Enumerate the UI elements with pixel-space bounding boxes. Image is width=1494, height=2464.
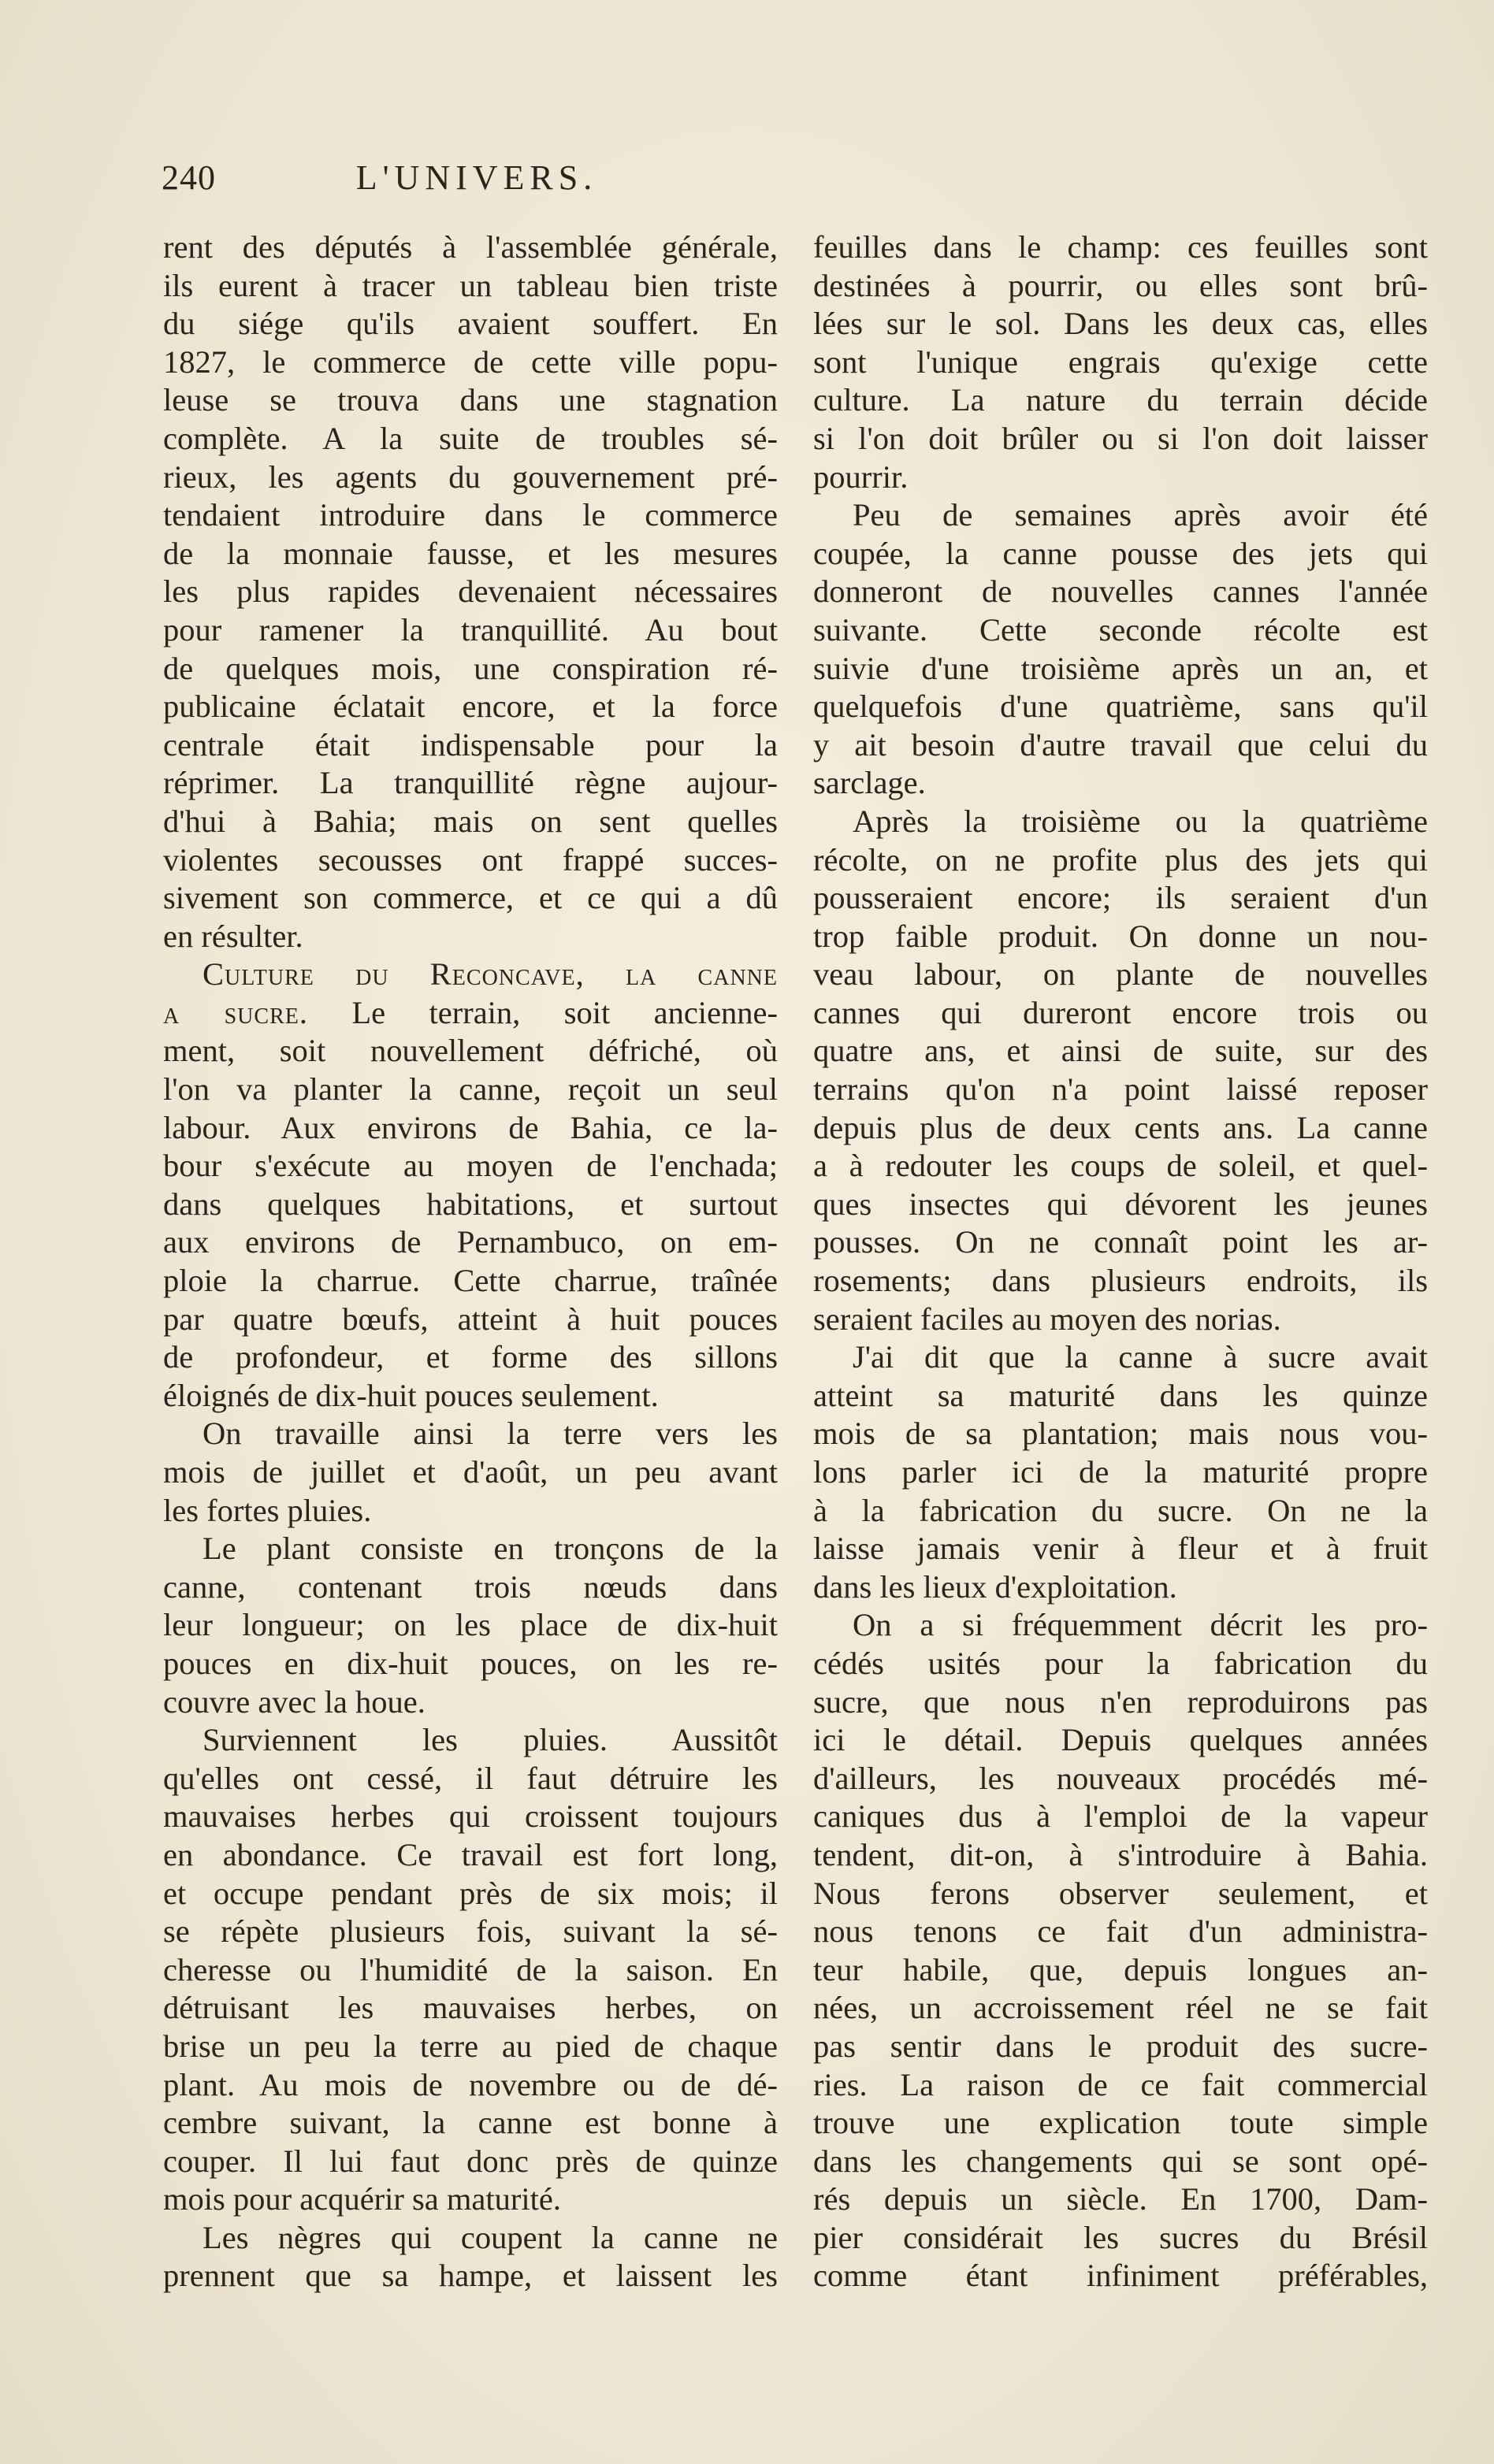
- text-line: violentes secousses ont frappé succes-: [163, 841, 778, 878]
- text-line: centrale était indispensable pour la: [163, 726, 778, 763]
- text-line: lons parler ici de la maturité propre: [813, 1454, 1428, 1490]
- text-line: trop faible produit. On donne un nou-: [813, 918, 1428, 954]
- text-line: si l'on doit brûler ou si l'on doit laisser: [813, 420, 1428, 456]
- text-line: récolte, on ne profite plus des jets qui: [813, 841, 1428, 878]
- text-line: à la fabrication du sucre. On ne la: [813, 1492, 1428, 1528]
- text-line: Nous ferons observer seulement, et: [813, 1875, 1428, 1911]
- text-line: labour. Aux environs de Bahia, ce la-: [163, 1109, 778, 1145]
- text-line: J'ai dit que la canne à sucre avait: [853, 1339, 1428, 1375]
- text-line: culture. La nature du terrain décide: [813, 382, 1428, 418]
- text-line: par quatre bœufs, atteint à huit pouces: [163, 1301, 778, 1337]
- section-heading-fragment: a sucre.: [163, 994, 308, 1030]
- text-line: sont l'unique engrais qu'exige cette: [813, 343, 1428, 380]
- text-line: pier considérait les sucres du Brésil: [813, 2219, 1428, 2255]
- text-line: aux environs de Pernambuco, on em-: [163, 1224, 778, 1260]
- text-line: Culture du Reconcave, la canne: [203, 956, 778, 993]
- text-line: ici le détail. Depuis quelques années: [813, 1722, 1428, 1758]
- left-column: [163, 228, 778, 2295]
- text-line: pousseraient encore; ils seraient d'un: [813, 880, 1428, 916]
- text-line: Le plant consiste en tronçons de la: [203, 1531, 778, 1567]
- text-line: l'on va planter la canne, reçoit un seul: [163, 1071, 778, 1108]
- text-line: coupée, la canne pousse des jets qui: [813, 535, 1428, 571]
- text-line: dans les changements qui se sont opé-: [813, 2143, 1428, 2179]
- text-line: rieux, les agents du gouvernement pré-: [163, 458, 778, 495]
- text-line: couvre avec la houe.: [163, 1683, 426, 1720]
- text-line: nées, un accroissement réel ne se fait: [813, 1990, 1428, 2026]
- text-line: canne, contenant trois nœuds dans: [163, 1568, 778, 1605]
- text-line: quelquefois d'une quatrième, sans qu'il: [813, 688, 1428, 725]
- text-line: rosements; dans plusieurs endroits, ils: [813, 1263, 1428, 1299]
- text-line: tendaient introduire dans le commerce: [163, 497, 778, 533]
- text-line: lées sur le sol. Dans les deux cas, elles: [813, 306, 1428, 342]
- text-line: Après la troisième ou la quatrième: [853, 803, 1428, 839]
- text-line: pour ramener la tranquillité. Au bout: [163, 611, 778, 648]
- text-line: pouces en dix-huit pouces, on les re-: [163, 1645, 778, 1681]
- text-line: On a si fréquemment décrit les pro-: [853, 1607, 1428, 1643]
- text-line: quatre ans, et ainsi de suite, sur des: [813, 1033, 1428, 1069]
- text-line: dans quelques habitations, et surtout: [163, 1186, 778, 1222]
- text-line: cheresse ou l'humidité de la saison. En: [163, 1951, 778, 1987]
- text-line: sivement son commerce, et ce qui a dû: [163, 880, 778, 916]
- text-line: complète. A la suite de troubles sé-: [163, 420, 778, 456]
- text-line: comme étant infiniment préférables,: [813, 2258, 1428, 2294]
- text-line: en abondance. Ce travail est fort long,: [163, 1836, 778, 1872]
- text-line: rés depuis un siècle. En 1700, Dam-: [813, 2181, 1428, 2217]
- text-line: rent des députés à l'assemblée générale,: [163, 229, 778, 265]
- text-line: terrains qu'on n'a point laissé reposer: [813, 1071, 1428, 1108]
- right-column: [813, 228, 1428, 2295]
- text-line: mois pour acquérir sa maturité.: [163, 2181, 561, 2217]
- text-line: teur habile, que, depuis longues an-: [813, 1951, 1428, 1987]
- text-line: pas sentir dans le produit des sucre-: [813, 2028, 1428, 2064]
- text-line: trouve une explication toute simple: [813, 2105, 1428, 2141]
- text-line: dans les lieux d'exploitation.: [813, 1568, 1177, 1605]
- text-line: se répète plusieurs fois, suivant la sé-: [163, 1913, 778, 1950]
- text-line: sucre, que nous n'en reproduirons pas: [813, 1683, 1428, 1720]
- text-line: Surviennent les pluies. Aussitôt: [203, 1722, 778, 1758]
- text-line: couper. Il lui faut donc près de quinze: [163, 2143, 778, 2179]
- text-line: On travaille ainsi la terre vers les: [203, 1416, 778, 1452]
- page-number: 240: [162, 158, 216, 197]
- text-line: caniques dus à l'emploi de la vapeur: [813, 1798, 1428, 1835]
- text-line: ils eurent à tracer un tableau bien triste: [163, 267, 778, 303]
- text-line: y ait besoin d'autre travail que celui du: [813, 726, 1428, 763]
- text-line: pousses. On ne connaît point les ar-: [813, 1224, 1428, 1260]
- text-line: laisse jamais venir à fleur et à fruit: [813, 1531, 1428, 1567]
- text-line: suivante. Cette seconde récolte est: [813, 611, 1428, 648]
- text-line: brise un peu la terre au pied de chaque: [163, 2028, 778, 2064]
- text-line: les plus rapides devenaient nécessaires: [163, 573, 778, 610]
- text-line: ries. La raison de ce fait commercial: [813, 2066, 1428, 2102]
- text-line: de la monnaie fausse, et les mesures: [163, 535, 778, 571]
- text-line: Peu de semaines après avoir été: [853, 497, 1428, 533]
- text-line: sarclage.: [813, 765, 926, 801]
- text-line: seraient faciles au moyen des norias.: [813, 1301, 1281, 1337]
- text-line: d'hui à Bahia; mais on sent quelles: [163, 803, 778, 839]
- text-line: plant. Au mois de novembre ou de dé-: [163, 2066, 778, 2102]
- text-line: du siége qu'ils avaient souffert. En: [163, 306, 778, 342]
- text-line: détruisant les mauvaises herbes, on: [163, 1990, 778, 2026]
- text-line: suivie d'une troisième après un an, et: [813, 650, 1428, 686]
- text-line: mois de sa plantation; mais nous vou-: [813, 1416, 1428, 1452]
- text-line: qu'elles ont cessé, il faut détruire les: [163, 1760, 778, 1796]
- text-line: bour s'exécute au moyen de l'enchada;: [163, 1148, 778, 1184]
- text-line: ment, soit nouvellement défriché, où: [163, 1033, 778, 1069]
- running-title: L'UNIVERS.: [355, 158, 598, 197]
- page-header: [162, 158, 792, 205]
- text-line: Les nègres qui coupent la canne ne: [203, 2219, 778, 2255]
- text-line: tendent, dit-on, à s'introduire à Bahia.: [813, 1836, 1428, 1872]
- text-line: atteint sa maturité dans les quinze: [813, 1377, 1428, 1413]
- text-line: depuis plus de deux cents ans. La canne: [813, 1109, 1428, 1145]
- text-line: leur longueur; on les place de dix-huit: [163, 1607, 778, 1643]
- text-line: a sucre. Le terrain, soit ancienne-: [163, 994, 778, 1030]
- text-line: ques insectes qui dévorent les jeunes: [813, 1186, 1428, 1222]
- text-line: de quelques mois, une conspiration ré-: [163, 650, 778, 686]
- text-line: en résulter.: [163, 918, 303, 954]
- text-line: veau labour, on plante de nouvelles: [813, 956, 1428, 993]
- text-line: et occupe pendant près de six mois; il: [163, 1875, 778, 1911]
- text-line: de profondeur, et forme des sillons: [163, 1339, 778, 1375]
- text-line: mauvaises herbes qui croissent toujours: [163, 1798, 778, 1835]
- text-line: leuse se trouva dans une stagnation: [163, 382, 778, 418]
- text-line: mois de juillet et d'août, un peu avant: [163, 1454, 778, 1490]
- text-line: d'ailleurs, les nouveaux procédés mé-: [813, 1760, 1428, 1796]
- text-line: publicaine éclatait encore, et la force: [163, 688, 778, 725]
- text-line: réprimer. La tranquillité règne aujour-: [163, 765, 778, 801]
- text-line: cembre suivant, la canne est bonne à: [163, 2105, 778, 2141]
- text-line: 1827, le commerce de cette ville popu-: [163, 343, 778, 380]
- text-line: feuilles dans le champ: ces feuilles sont: [813, 229, 1428, 265]
- text-line: les fortes pluies.: [163, 1492, 372, 1528]
- text-line: destinées à pourrir, ou elles sont brû-: [813, 267, 1428, 303]
- text-line: nous tenons ce fait d'un administra-: [813, 1913, 1428, 1950]
- text-line: éloignés de dix-huit pouces seulement.: [163, 1377, 659, 1413]
- text-line: cédés usités pour la fabrication du: [813, 1645, 1428, 1681]
- text-line: a à redouter les coups de soleil, et quel-: [813, 1148, 1428, 1184]
- text-line: ploie la charrue. Cette charrue, traînée: [163, 1263, 778, 1299]
- text-line: cannes qui dureront encore trois ou: [813, 994, 1428, 1030]
- text-line: donneront de nouvelles cannes l'année: [813, 573, 1428, 610]
- text-line: pourrir.: [813, 458, 909, 495]
- text-line: prennent que sa hampe, et laissent les: [163, 2258, 778, 2294]
